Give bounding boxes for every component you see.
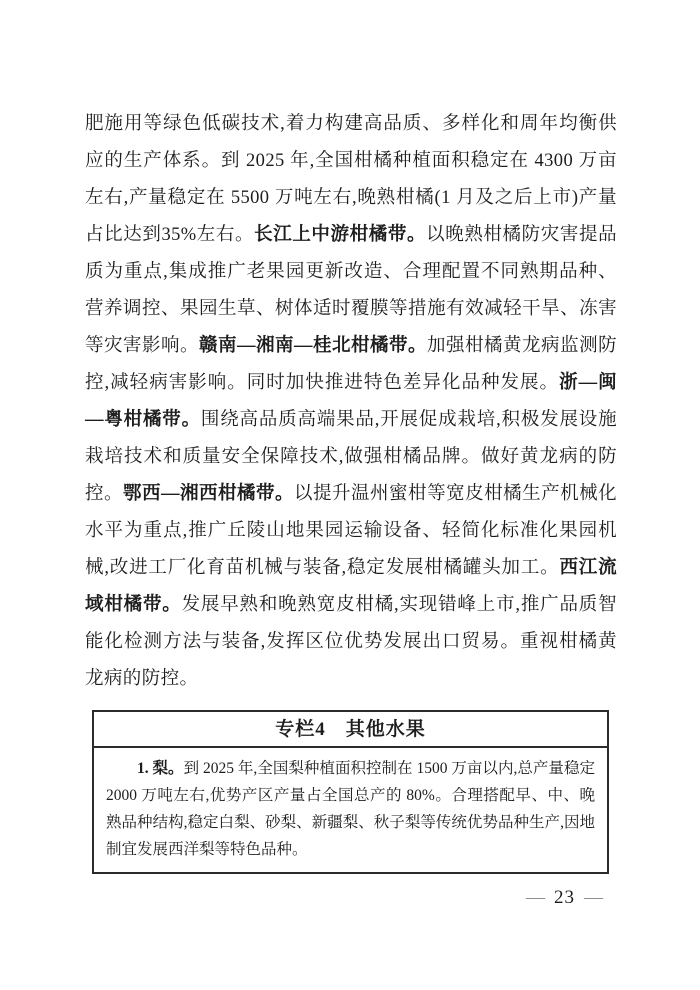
body-paragraph bbox=[85, 106, 617, 698]
paragraph-text-run: 以晚熟柑橘防灾害提品质为重点,集成推广老果园更新改造、合理配置不同熟期品种、营养调控、果园生草、树体适时覆膜等措施有效减轻干旱、冻害等灾害影响。 bbox=[85, 225, 617, 356]
paragraph-text-run: 以提升温州蜜柑等宽皮柑橘生产机械化水平为重点,推广丘陵山地果园运输设备、轻简化标准化果园机械,改进工厂化育苗机械与装备,稳定发展柑橘罐头加工。 bbox=[85, 484, 617, 578]
paragraph-text-run: 发展早熟和晚熟宽皮柑橘,实现错峰上市,推广品质智能化检测方法与装备,发挥区位优势发展出口贸易。重视柑橘黄龙病的防控。 bbox=[85, 595, 617, 689]
paragraph-bold-run: 浙—闽—粤柑橘带。 bbox=[85, 373, 617, 430]
paragraph-text-run: 肥施用等绿色低碳技术,着力构建高品质、多样化和周年均衡供应的生产体系。到 2025 年,全国柑橘种植面积稳定在 4300 万亩左右,产量稳定在 5500 万吨左右,晚熟柑橘(1 月及之后上市)产量占比达到35%左右。 bbox=[85, 114, 617, 245]
paragraph-text-run: 到 2025 年,全国梨种植面积控制在 1500 万亩以内,总产量稳定 2000 万吨左右,优势产区产量占全国总产的 80%。合理搭配早、中、晚熟品种结构,稳定白梨、砂梨、新疆梨、秋子梨等传统优势品种生产,因地制宜发展西洋梨等特色品种。 bbox=[106, 760, 595, 858]
page-footer bbox=[526, 887, 603, 909]
paragraph-text-run: 加强柑橘黄龙病监测防控,减轻病害影响。同时加快推进特色差异化品种发展。 bbox=[85, 336, 617, 393]
callout-box-title: 专栏4 其他水果 bbox=[94, 712, 607, 748]
footer-dash-left: — bbox=[526, 887, 545, 908]
paragraph-bold-run: 西江流域柑橘带。 bbox=[85, 558, 618, 615]
paragraph-bold-run: 长江上中游柑橘带。 bbox=[254, 225, 427, 245]
paragraph-bold-run: 1. 梨。 bbox=[137, 760, 184, 777]
footer-dash-right: — bbox=[584, 887, 603, 908]
callout-box-body bbox=[94, 748, 607, 872]
paragraph-bold-run: 鄂西—湘西柑橘带。 bbox=[123, 484, 295, 504]
page-number: 23 bbox=[554, 887, 575, 908]
callout-box bbox=[92, 710, 609, 874]
paragraph-bold-run: 赣南—湘南—桂北柑橘带。 bbox=[199, 336, 428, 356]
paragraph-text-run: 围绕高品质高端果品,开展促成栽培,积极发展设施栽培技术和质量安全保障技术,做强柑橘品牌。做好黄龙病的防控。 bbox=[85, 410, 618, 504]
